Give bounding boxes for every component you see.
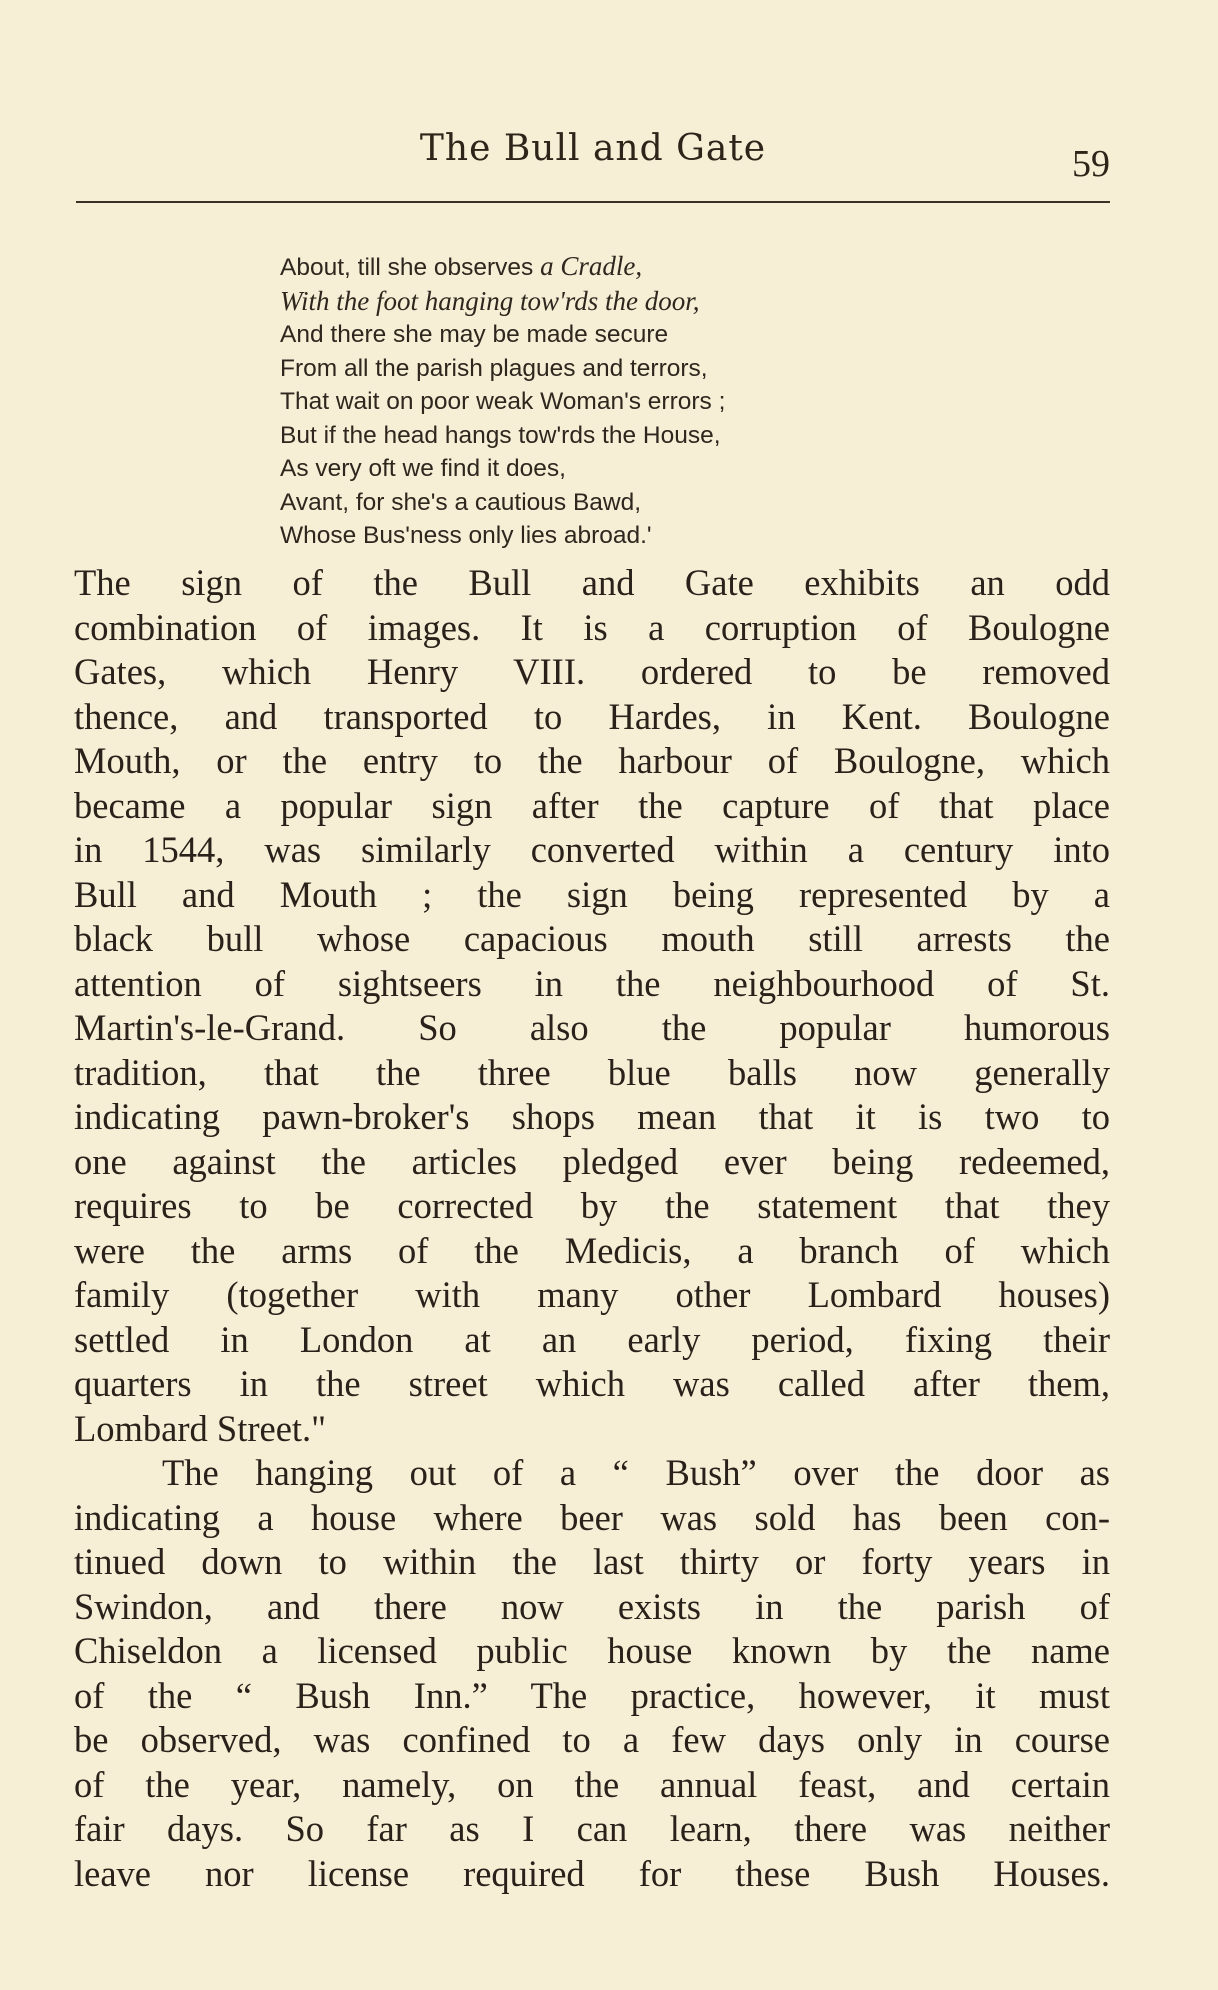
text-line: requires to be corrected by the statement that they xyxy=(74,1185,1110,1226)
text-line: tinued down to within the last thirty or forty years in xyxy=(74,1541,1110,1582)
verse-line: With the foot hanging tow'rds the door, xyxy=(280,285,700,316)
text-line: of the “ Bush Inn.” The practice, however, it must xyxy=(74,1674,1110,1716)
text-line: one against the articles pledged ever being redeemed, xyxy=(74,1140,1110,1182)
text-line: black bull whose capacious mouth still arrests the xyxy=(74,918,1110,959)
verse-line: Avant, for she's a cautious Bawd, xyxy=(280,488,642,516)
verse-line: About, till she observes a Cradle, xyxy=(280,251,643,281)
body-text xyxy=(74,561,1110,1896)
text-line: The sign of the Bull and Gate exhibits an odd xyxy=(74,562,1110,603)
text-line: indicating a house where beer was sold has been con- xyxy=(74,1496,1110,1538)
header-rule xyxy=(76,201,1110,203)
verse-line: Whose Bus'ness only lies abroad.' xyxy=(280,522,652,549)
text-line: attention of sightseers in the neighbourhood of St. xyxy=(74,962,1110,1004)
text-line: were the arms of the Medicis, a branch of which xyxy=(74,1229,1110,1271)
text-line: settled in London at an early period, fixing their xyxy=(74,1318,1110,1360)
paragraph-2 xyxy=(74,1451,1110,1896)
text-line: be observed, was confined to a few days only in course xyxy=(74,1719,1110,1760)
text-line: of the year, namely, on the annual feast, and certain xyxy=(74,1763,1110,1805)
text-line: The hanging out of a “ Bush” over the door as xyxy=(162,1452,1110,1493)
text-line: in 1544, was similarly converted within a century into xyxy=(74,829,1110,870)
page-number: 59 xyxy=(1072,143,1110,185)
text-line: Mouth, or the entry to the harbour of Boulogne, which xyxy=(74,740,1110,781)
text-line: tradition, that the three blue balls now generally xyxy=(74,1051,1110,1093)
verse-line: As very oft we find it does, xyxy=(280,455,566,482)
text-line: Martin's-le-Grand. So also the popular humorous xyxy=(74,1007,1110,1048)
text-line: indicating pawn-broker's shops mean that it is two to xyxy=(74,1096,1110,1137)
running-header xyxy=(76,128,1110,188)
text-line: Chiseldon a licensed public house known by the name xyxy=(74,1630,1110,1671)
verse-line: That wait on poor weak Woman's errors ; xyxy=(280,388,726,415)
running-title: The Bull and Gate xyxy=(419,128,767,169)
verse-line: From all the parish plagues and terrors, xyxy=(280,354,708,382)
text-line: quarters in the street which was called after them, xyxy=(74,1363,1110,1404)
text-line: family (together with many other Lombard houses) xyxy=(74,1274,1110,1315)
text-line: fair days. So far as I can learn, there was neither xyxy=(74,1808,1110,1849)
text-line: Swindon, and there now exists in the parish of xyxy=(74,1585,1110,1627)
text-line: Lombard Street." xyxy=(74,1407,327,1449)
text-line: thence, and transported to Hardes, in Kent. Boulogne xyxy=(74,695,1110,737)
verse-line: And there she may be made secure xyxy=(280,321,669,348)
text-line: Gates, which Henry VIII. ordered to be removed xyxy=(74,651,1110,692)
verse-line: But if the head hangs tow'rds the House, xyxy=(280,421,721,449)
text-line: combination of images. It is a corruption of Boulogne xyxy=(74,606,1110,648)
paragraph-1 xyxy=(74,561,1110,1451)
text-line: leave nor license required for these Bush Houses. xyxy=(74,1852,1110,1894)
text-line: Bull and Mouth ; the sign being represented by a xyxy=(74,873,1110,915)
text-line: became a popular sign after the capture of that place xyxy=(74,784,1110,826)
verse-quotation xyxy=(280,250,920,553)
